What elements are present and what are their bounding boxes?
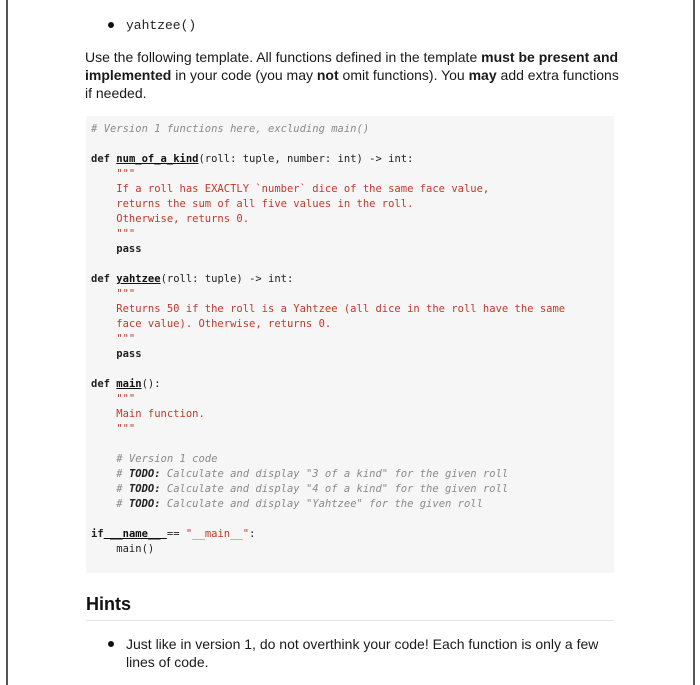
main-string: "__main__" [179, 528, 250, 540]
code-comment: # [91, 468, 129, 480]
bullet-icon [108, 641, 114, 647]
intro-bold-1: must be present and implemented [85, 49, 619, 83]
docstring-delim: """ [91, 333, 136, 345]
docstring-line: face value). Otherwise, returns 0. [91, 318, 332, 330]
intro-text-4: add extra functions if needed. [85, 67, 619, 101]
def-keyword: def [91, 273, 110, 285]
docstring-line: Returns 50 if the roll is a Yahtzee (all dice in the roll have the same [91, 303, 566, 315]
function-name-yahtzee: yahtzee [116, 273, 161, 285]
code-comment: Calculate and display "4 of a kind" for the given roll [160, 483, 509, 495]
intro-text-1: Use the following template. All functions defined in the template [85, 49, 482, 65]
equality-operator: == [166, 528, 180, 540]
def-keyword: def [91, 153, 110, 165]
code-comment: Calculate and display "3 of a kind" for the given roll [160, 468, 509, 480]
code-comment: # Version 1 functions here, excluding main() [91, 123, 370, 135]
code-comment: # [91, 498, 129, 510]
bullet-icon [108, 22, 114, 28]
intro-bold-3: may [468, 67, 497, 83]
hint-list-item [108, 635, 608, 671]
page-right-edge [693, 0, 695, 685]
docstring-delim: """ [91, 168, 136, 180]
code-comment: # [91, 483, 129, 495]
main-call: main() [91, 543, 155, 555]
function-name-main: main [116, 378, 142, 390]
signature: (): [141, 378, 161, 390]
hints-divider [86, 620, 614, 621]
function-name-num-of-a-kind: num_of_a_kind [116, 153, 199, 165]
docstring-line: returns the sum of all five values in the roll. [91, 198, 414, 210]
intro-text-2: in your code (you may [171, 67, 317, 83]
code-comment: Calculate and display "Yahtzee" for the given roll [160, 498, 483, 510]
code-comment: # Version 1 code [91, 453, 218, 465]
if-keyword: if [91, 528, 104, 540]
function-list-item [108, 18, 196, 33]
todo-marker: TODO: [128, 498, 161, 510]
signature: (roll: tuple, number: int) -> int: [198, 153, 414, 165]
docstring-line: Main function. [91, 408, 205, 420]
hint-text: Just like in version 1, do not overthink your code! Each function is only a few lines of code. [126, 636, 599, 670]
todo-marker: TODO: [128, 468, 161, 480]
docstring-delim: """ [91, 393, 136, 405]
docstring-delim: """ [91, 288, 136, 300]
docstring-delim: """ [91, 423, 136, 435]
def-keyword: def [91, 378, 110, 390]
todo-marker: TODO: [128, 483, 161, 495]
intro-text-3: omit functions). You [338, 67, 469, 83]
docstring-delim: """ [91, 228, 136, 240]
colon: : [249, 528, 256, 540]
function-name: yahtzee() [126, 18, 197, 33]
code-template [91, 122, 565, 557]
docstring-line: Otherwise, returns 0. [91, 213, 250, 225]
docstring-line: If a roll has EXACTLY `number` dice of the same face value, [91, 183, 490, 195]
template-instructions [85, 48, 625, 102]
page-left-edge [6, 0, 8, 685]
pass-keyword: pass [91, 348, 142, 360]
dunder-name: __name__ [103, 528, 167, 540]
pass-keyword: pass [91, 243, 142, 255]
signature: (roll: tuple) -> int: [160, 273, 294, 285]
hints-heading: Hints [86, 594, 131, 614]
intro-bold-2: not [316, 67, 339, 83]
